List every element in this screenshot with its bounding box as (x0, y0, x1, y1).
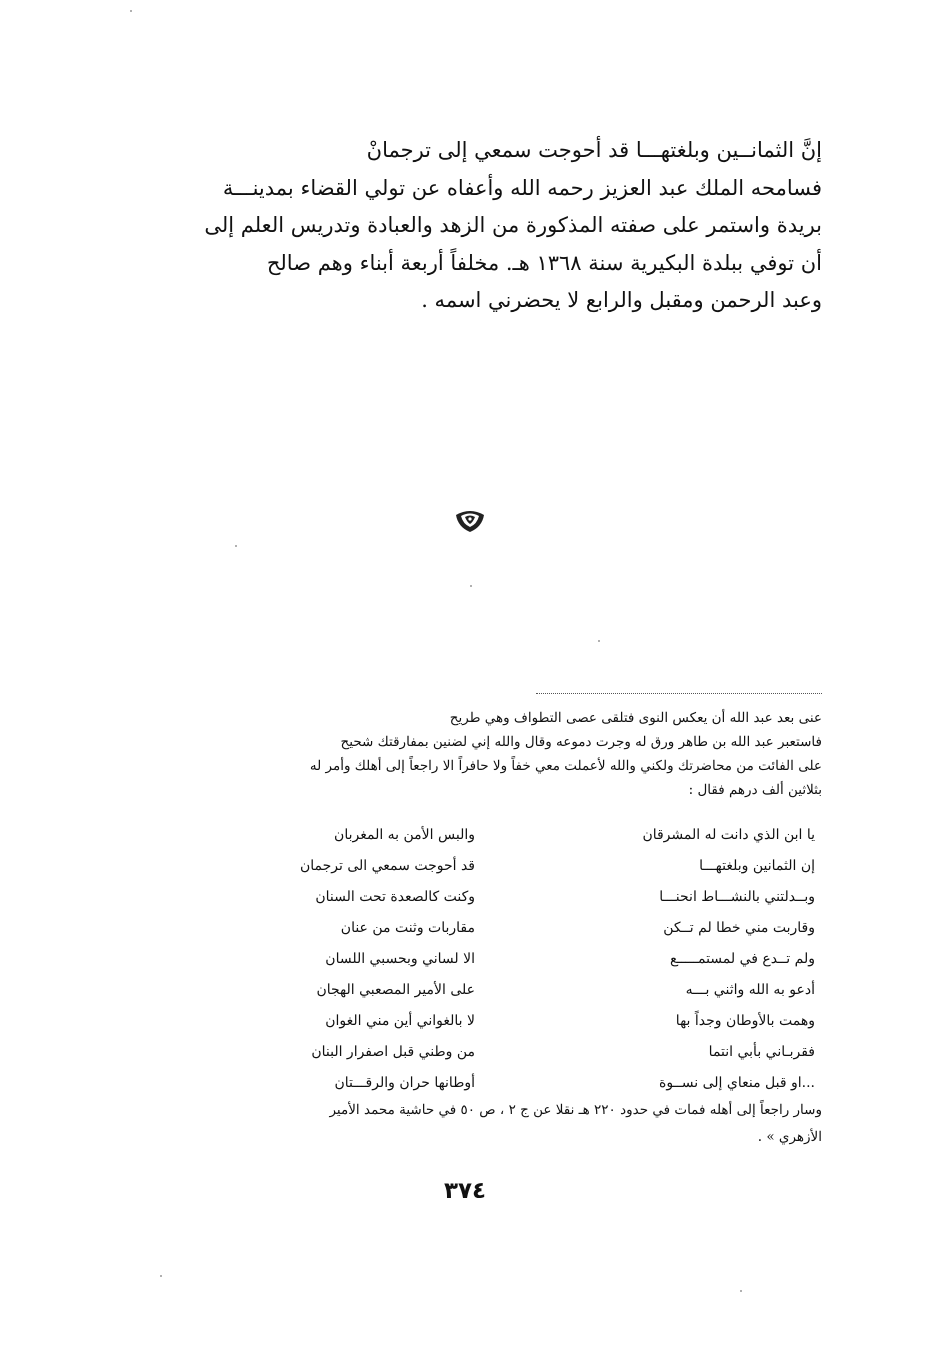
poem-right-hemistich: ولم تــدع في لمستمـــــع (670, 951, 815, 967)
footnote-verse-left: فتلقى عصى التطواف وهي طريح (449, 710, 635, 726)
footnote-poem (175, 820, 815, 1099)
poem-right-hemistich: وقاربت مني خطا لم تــكن (663, 920, 815, 936)
footnote-line: فاستعبر عبد الله بن طاهر ورق له وجرت دموعه وقال والله إني لضنين بمفارقتك شحيح (340, 734, 822, 750)
poem-left-hemistich: من وطني قبل اصفرار البنان (311, 1044, 475, 1060)
poem-left-hemistich: أوطانها حران والرقـــتان (334, 1075, 475, 1091)
footnote-line: بثلاثين ألف درهم فقال : (688, 782, 822, 798)
scan-speck (470, 585, 472, 587)
poem-left-hemistich: على الأمير المصعبي الهجان (316, 982, 475, 998)
footnote-separator (536, 693, 822, 694)
poem-right-hemistich: يا ابن الذي دانت له المشرقان (642, 827, 815, 843)
scan-speck (740, 1290, 742, 1292)
footnote-line: على الفائت من محاضرتك ولكني والله لأعملت معي خفاً ولا حافراً الا راجعاً إلى أهلك وأمر له (309, 758, 822, 774)
poem-right-hemistich: ...او قبل منعاي إلى نســوة (658, 1075, 815, 1091)
page-number: ٣٧٤ (443, 1178, 487, 1204)
main-text-line: بريدة واستمر على صفته المذكورة من الزهد والعبادة وتدريس العلم إلى (204, 213, 822, 237)
main-text-block (140, 132, 822, 320)
scan-speck (130, 10, 132, 12)
poem-verse (175, 913, 815, 944)
poem-left-hemistich: مقاربات وثنت من عنان (340, 920, 475, 936)
poem-verse (175, 820, 815, 851)
poem-left-hemistich: والبس الأمن به المغربان (334, 827, 475, 843)
verse-left-hemistich: قد أحوجت سمعي إلى ترجمانْ (366, 138, 630, 162)
main-text-line: وعبد الرحمن ومقبل والرابع لا يحضرني اسمه . (421, 288, 822, 312)
poem-right-hemistich: فقربـاني بأبي انتما (708, 1044, 815, 1060)
poem-verse (175, 975, 815, 1006)
poem-right-hemistich: وبــدلتني بالنشـــاط انحنـــا (659, 889, 815, 905)
verse-right-hemistich: إنَّ الثمانــين وبلغتهـــا (635, 138, 822, 162)
footnote-verse-right: عنى بعد عبد الله أن يعكس النوى (638, 710, 822, 726)
main-text-line: فسامحه الملك عبد العزيز رحمه الله وأعفاه عن تولي القضاء بمدينـــة (222, 175, 822, 200)
poem-verse (175, 1006, 815, 1037)
poem-verse (175, 851, 815, 882)
scan-speck (598, 640, 600, 642)
poem-verse (175, 882, 815, 913)
main-verse-line (140, 132, 822, 170)
poem-verse (175, 1068, 815, 1099)
footnote-closing (150, 1097, 822, 1151)
poem-left-hemistich: الا لساني وبحسبي اللسان (325, 951, 475, 967)
poem-left-hemistich: قد أحوجت سمعي الى ترجمان (299, 858, 475, 874)
poem-right-hemistich: وهمت بالأوطان وجداً بها (675, 1013, 815, 1029)
scan-speck (235, 545, 237, 547)
poem-verse (175, 1037, 815, 1068)
poem-verse (175, 944, 815, 975)
poem-right-hemistich: إن الثمانين وبلغتهـــا (699, 858, 815, 874)
poem-right-hemistich: أدعو به الله واثني بـــه (685, 982, 815, 998)
footnote-block (150, 706, 822, 802)
footnote-line: وسار راجعاً إلى أهله فمات في حدود ٢٢٠ هـ نقلا عن ج ٢ ، ص ٥٠ في حاشية محمد الأمير (329, 1102, 822, 1118)
poem-left-hemistich: وكنت كالصعدة تحت السنان (315, 889, 475, 905)
footnote-line: الأزهري » . (757, 1129, 822, 1145)
poem-left-hemistich: لا بالغواني أين مني الغوان (325, 1013, 475, 1029)
main-text-line: أن توفي ببلدة البكيرية سنة ١٣٦٨ هـ. مخلفاً أربعة أبناء وهم صالح (266, 250, 822, 275)
floral-ornament-icon (452, 505, 488, 535)
footnote-verse-line (150, 706, 822, 730)
scan-speck (160, 1275, 162, 1277)
